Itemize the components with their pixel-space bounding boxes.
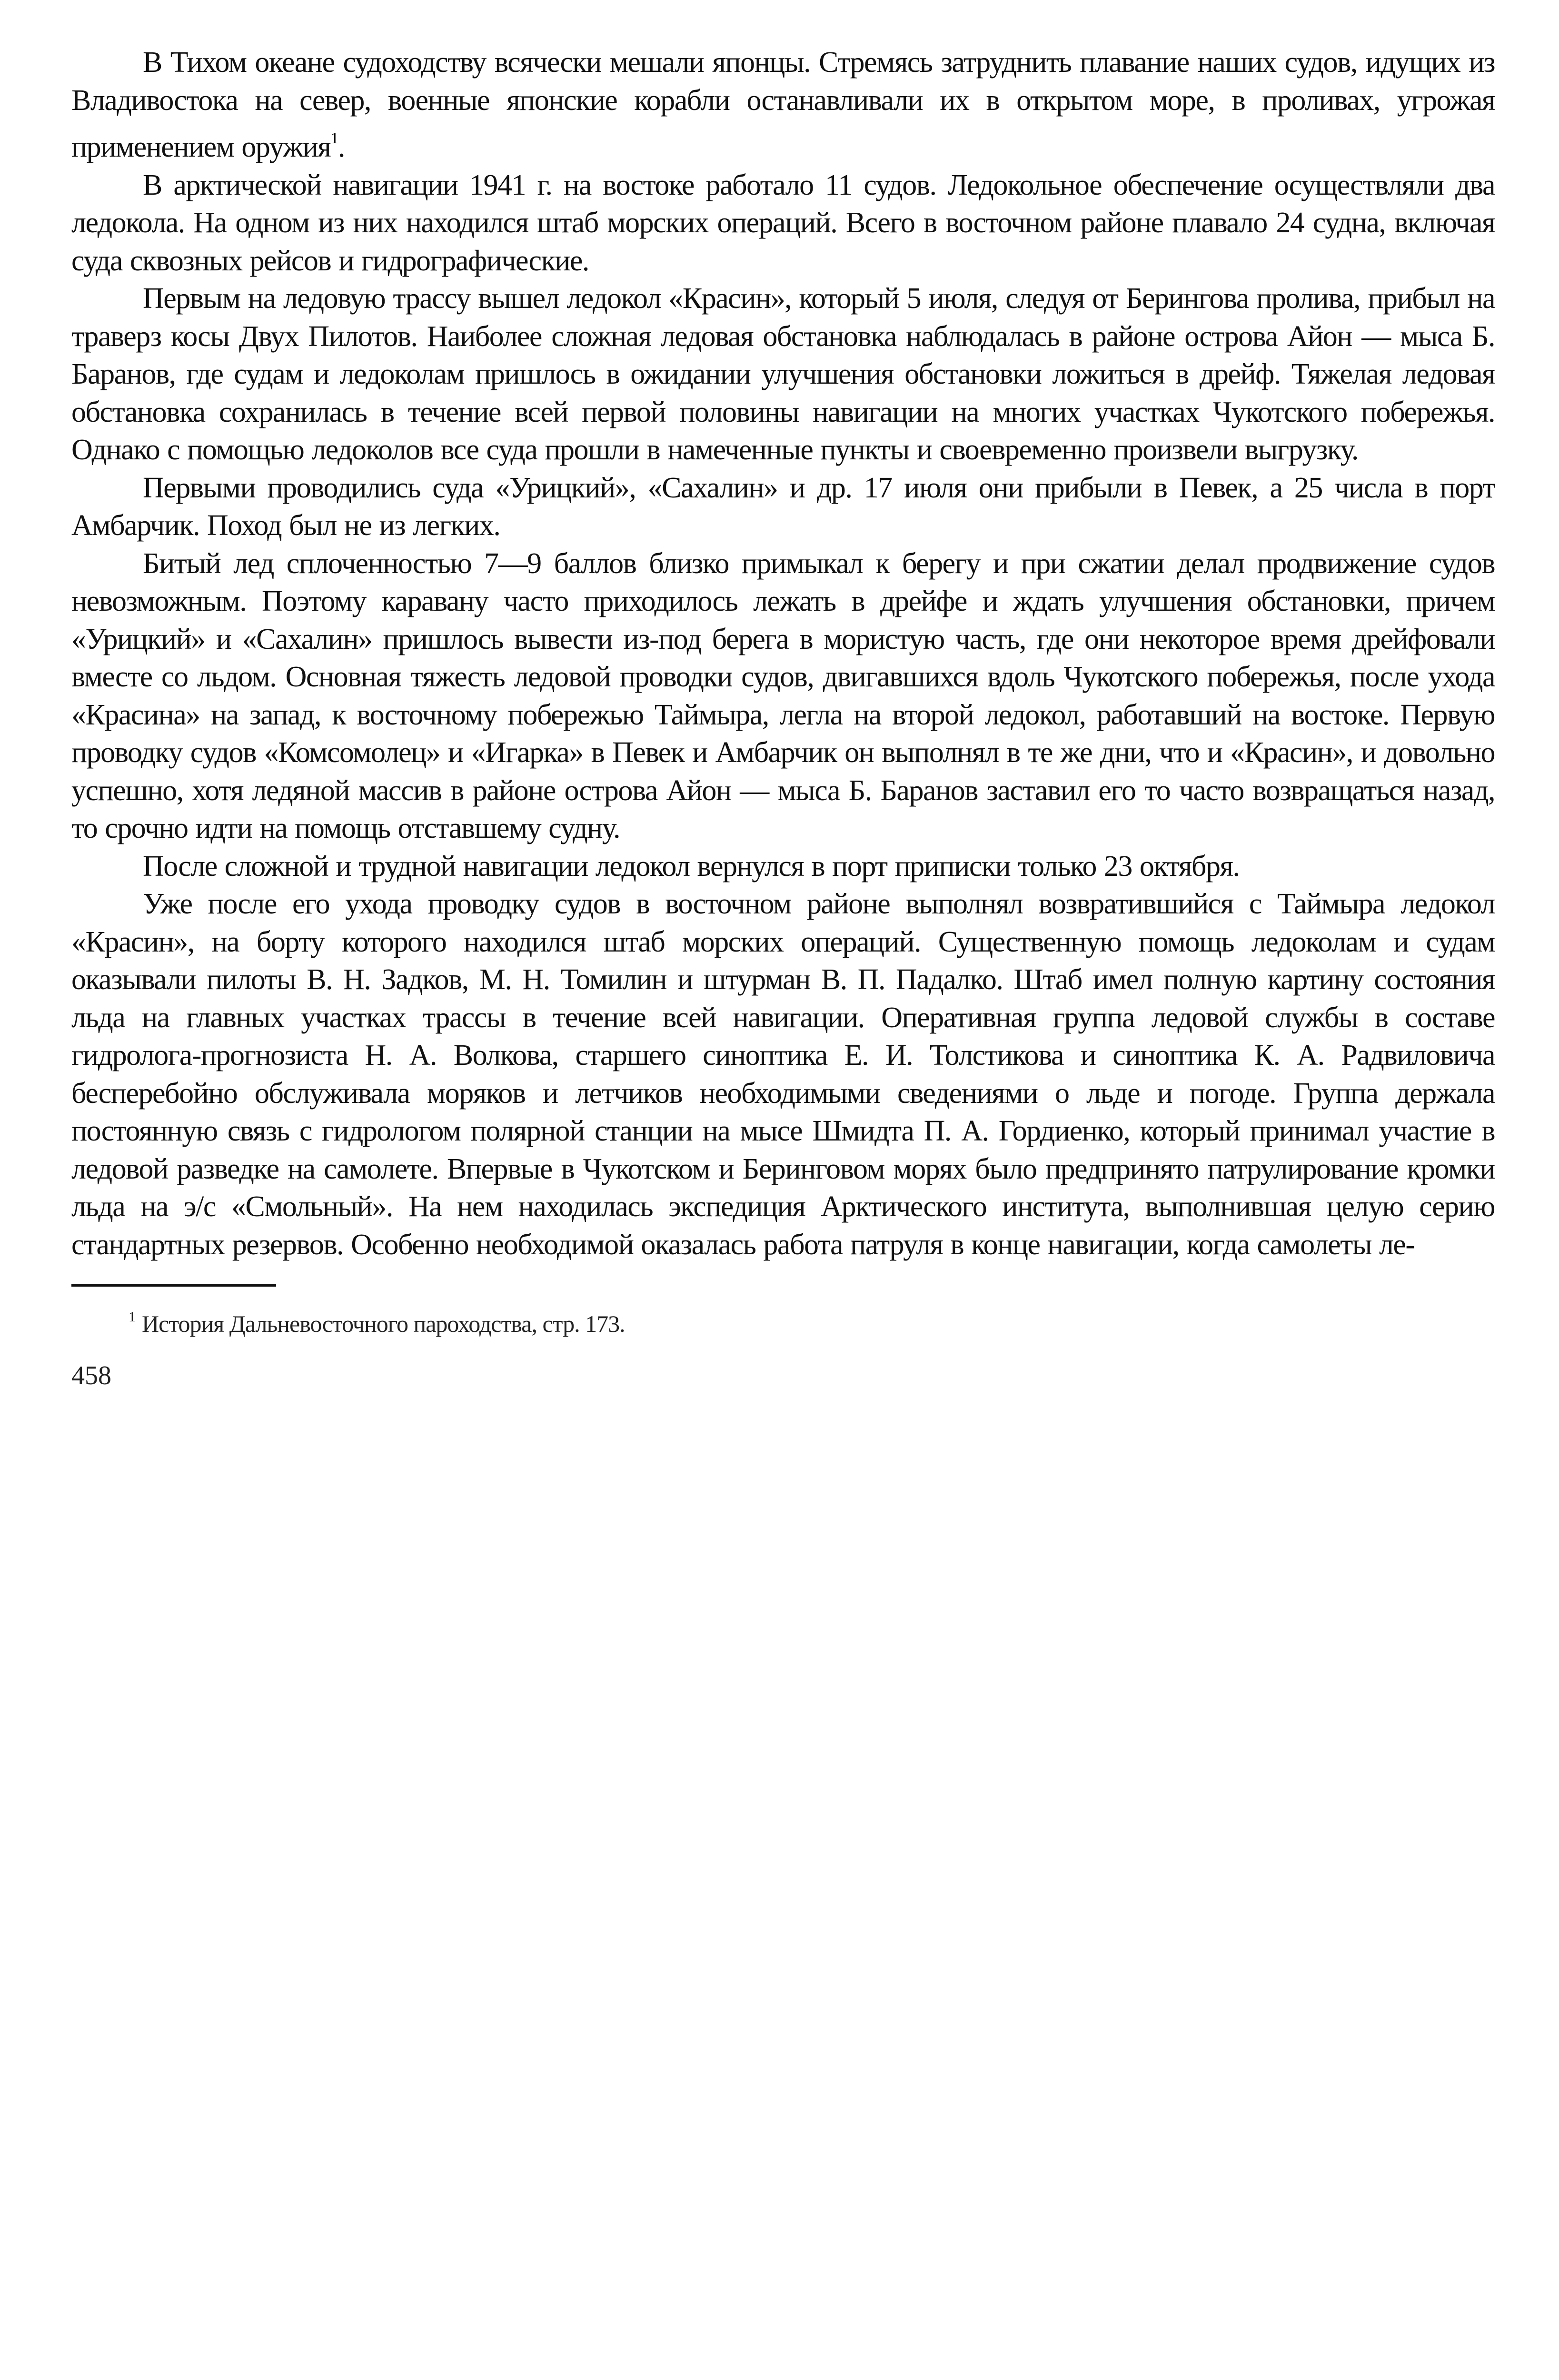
paragraph-7: Уже после его ухода проводку судов в восточном районе выполнял возвратившийся с Таймыра ледокол «Красин», на борту которого находился штаб морских операций. Существенную помощь ледоколам и судам оказывали пилоты В. Н. Задков, М. Н. Томилин и штурман В. П. Падалко. Штаб имел полную картину состояния льда на главных участках трассы в течение всей навигации. Оперативная группа ледовой службы в составе гидролога-прогнозиста Н. А. Волкова, старшего синоптика Е. И. Толстикова и синоптика К. А. Радвиловича бесперебойно обслуживала моряков и летчиков необходимыми сведениями о льде и погоде. Группа держала постоянную связь с гидрологом полярной станции на мысе Шмидта П. А. Гордиенко, который принимал участие в ледовой разведке на самолете. Впервые в Чукотском и Беринговом морях было предпринято патрулирование кромки льда на э/с «Смольный». На нем находилась экспедиция Арктического института, выполнившая целую серию стандартных резервов. Особенно необходимой оказалась работа патруля в конце навигации, когда самолеты ле- (71, 888, 1495, 1261)
footnote-marker: 1 (129, 1309, 135, 1325)
paragraph-2: В арктической навигации 1941 г. на востоке работало 11 судов. Ледокольное обеспечение осуществляли два ледокола. На одном из них находился штаб морских операций. Всего в восточном районе плавало 24 судна, включая суда сквозных рейсов и гидрографические. (71, 169, 1495, 277)
page-number: 458 (71, 1361, 111, 1390)
paragraph-5: Битый лед сплоченностью 7—9 баллов близко примыкал к берегу и при сжатии делал продвижение судов невозможным. Поэтому каравану часто приходилось лежать в дрейфе и ждать улучшения обстановки, причем «Урицкий» и «Сахалин» пришлось вывести из-под берега в мористую часть, где они некоторое время дрейфовали вместе со льдом. Основная тяжесть ледовой проводки судов, двигавшихся вдоль Чукотского побережья, после ухода «Красина» на запад, к восточному побережью Таймыра, легла на второй ледокол, работавший на востоке. Первую проводку судов «Комсомолец» и «Игарка» в Певек и Амбарчик он выполнял в те же дни, что и «Красин», и довольно успешно, хотя ледяной массив в районе острова Айон — мыса Б. Баранов заставил его то часто возвращаться назад, то срочно идти на помощь отставшему судну. (71, 547, 1495, 844)
paragraph-text: В Тихом океане судоходству всячески мешали японцы. Стремясь затруднить плавание наших судов, идущих из Владивостока на север, военные японские корабли останавливали их в открытом море, в проливах, угрожая применением оружия (71, 46, 1495, 163)
footnote-divider (71, 1284, 276, 1287)
paragraph-4: Первыми проводились суда «Урицкий», «Сахалин» и др. 17 июля они прибыли в Певек, а 25 числа в порт Амбарчик. Поход был не из легких. (71, 471, 1495, 542)
footnote (129, 1303, 1559, 1338)
footnote-reference[interactable]: 1 (330, 129, 338, 147)
paragraph-6: После сложной и трудной навигации ледокол вернулся в порт приписки только 23 октября. (143, 850, 1240, 883)
paragraph-tail: . (338, 131, 345, 163)
paragraph-1 (71, 44, 1495, 167)
paragraph-3: Первым на ледовую трассу вышел ледокол «Красин», который 5 июля, следуя от Берингова пролива, прибыл на траверз косы Двух Пилотов. Наиболее сложная ледовая обстановка наблюдалась в районе острова Айон — мыса Б. Баранов, где судам и ледоколам пришлось в ожидании улучшения обстановки ложиться в дрейф. Тяжелая ледовая обстановка сохранилась в течение всей первой половины навигации на многих участках Чукотского побережья. Однако с помощью ледоколов все суда прошли в намеченные пункты и своевременно произвели выгрузку. (71, 282, 1495, 466)
footnote-text: История Дальневосточного пароходства, стр. 173. (142, 1310, 625, 1337)
